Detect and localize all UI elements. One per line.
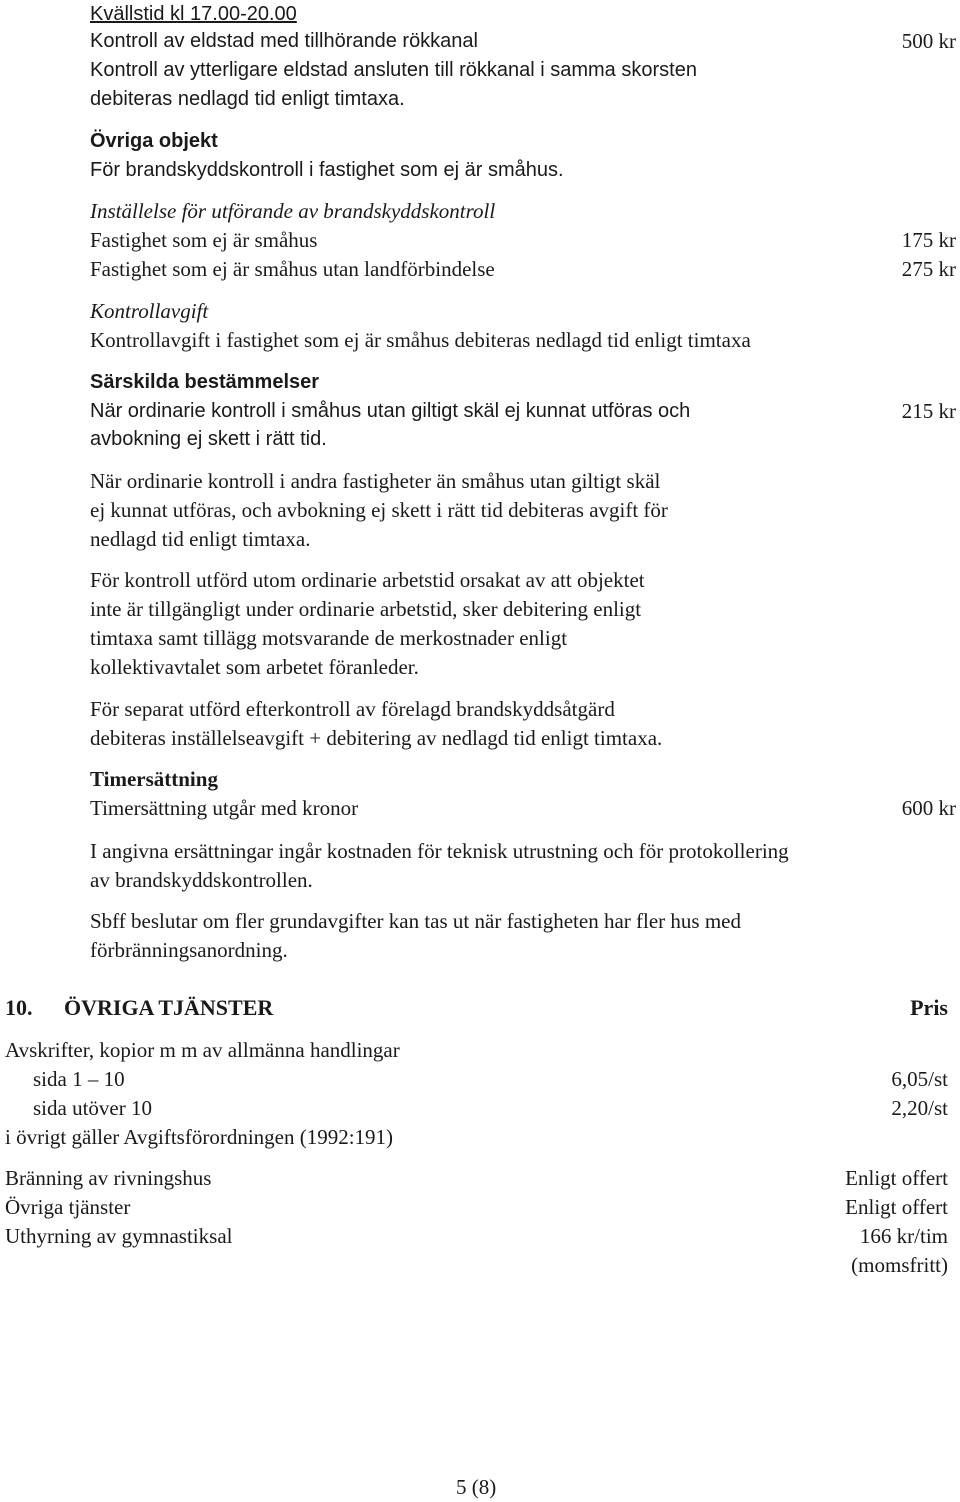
- avgiftsforordningen-text: i övrigt gäller Avgiftsförordningen (1992:191): [5, 1125, 394, 1149]
- sarskilda-p2-line: När ordinarie kontroll i andra fastigheter än småhus utan giltigt skäl: [90, 469, 661, 493]
- kvallstid-line-2: Kontroll av ytterligare eldstad ansluten till rökkanal i samma skorsten: [90, 59, 697, 81]
- service-price: Enligt offert: [845, 1166, 948, 1190]
- timersattning-p2-line: Sbff beslutar om fler grundavgifter kan tas ut när fastigheten har fler hus med: [90, 909, 741, 933]
- kvallstid-line-1: Kontroll av eldstad med tillhörande rökkanal: [90, 30, 478, 52]
- timersattning-heading: Timersättning: [90, 767, 218, 791]
- section-title: ÖVRIGA TJÄNSTER: [64, 995, 274, 1020]
- price-column-header: Pris: [910, 995, 948, 1020]
- service-label: Bränning av rivningshus: [5, 1166, 212, 1190]
- ovriga-objekt-heading: Övriga objekt: [90, 130, 218, 152]
- kontrollavgift-text: Kontrollavgift i fastighet som ej är småhus debiteras nedlagd tid enligt timtaxa: [90, 328, 751, 352]
- sida-utover-10-label: sida utöver 10: [33, 1096, 152, 1120]
- timersattning-p1-line: av brandskyddskontrollen.: [90, 868, 313, 892]
- timersattning-price: 600 kr: [901, 796, 956, 820]
- service-label: Övriga tjänster: [5, 1195, 131, 1219]
- sarskilda-p4-line: För separat utförd efterkontroll av förelagd brandskyddsåtgärd: [90, 697, 615, 721]
- timersattning-label: Timersättning utgår med kronor: [90, 796, 359, 820]
- timersattning-p2-line: förbränningsanordning.: [90, 938, 288, 962]
- installelse-row-label: Fastighet som ej är småhus utan landförbindelse: [90, 257, 495, 281]
- section-number: 10.: [5, 995, 33, 1020]
- avskrifter-label: Avskrifter, kopior m m av allmänna handlingar: [5, 1038, 400, 1062]
- sarskilda-p1-price: 215 kr: [901, 399, 956, 423]
- sarskilda-p3-line: För kontroll utförd utom ordinarie arbetstid orsakat av att objektet: [90, 568, 645, 592]
- installelse-row-label: Fastighet som ej är småhus: [90, 228, 318, 252]
- sarskilda-p1-line: När ordinarie kontroll i småhus utan giltigt skäl ej kunnat utföras och: [90, 400, 691, 422]
- kvallstid-price: 500 kr: [901, 29, 956, 53]
- sarskilda-p2-line: ej kunnat utföras, och avbokning ej skett i rätt tid debiteras avgift för: [90, 498, 668, 522]
- sarskilda-p3-line: timtaxa samt tillägg motsvarande de merkostnader enligt: [90, 626, 568, 650]
- sida-1-10-price: 6,05/st: [891, 1067, 948, 1091]
- sarskilda-p4-line: debiteras inställelseavgift + debitering av nedlagd tid enligt timtaxa.: [90, 726, 663, 750]
- sarskilda-p1-line: avbokning ej skett i rätt tid.: [90, 428, 327, 450]
- sarskilda-p3-line: inte är tillgängligt under ordinarie arbetstid, sker debitering enligt: [90, 597, 642, 621]
- sida-utover-10-price: 2,20/st: [891, 1096, 948, 1120]
- service-price: 166 kr/tim: [859, 1224, 948, 1248]
- service-label: Uthyrning av gymnastiksal: [5, 1224, 233, 1248]
- kvallstid-heading: Kvällstid kl 17.00-20.00: [90, 3, 297, 25]
- sarskilda-p2-line: nedlagd tid enligt timtaxa.: [90, 527, 311, 551]
- installelse-row-price: 175 kr: [901, 228, 956, 252]
- installelse-heading: Inställelse för utförande av brandskyddskontroll: [90, 199, 496, 223]
- timersattning-p1-line: I angivna ersättningar ingår kostnaden för teknisk utrustning och för protokollering: [90, 839, 789, 863]
- momsfritt-note: (momsfritt): [851, 1253, 948, 1277]
- ovriga-objekt-text: För brandskyddskontroll i fastighet som ej är småhus.: [90, 159, 564, 181]
- sarskilda-heading: Särskilda bestämmelser: [90, 371, 320, 393]
- service-price: Enligt offert: [845, 1195, 948, 1219]
- sarskilda-p3-line: kollektivavtalet som arbetet föranleder.: [90, 655, 419, 679]
- page-number: 5 (8): [456, 1475, 497, 1499]
- kontrollavgift-heading: Kontrollavgift: [90, 299, 209, 323]
- sida-1-10-label: sida 1 – 10: [33, 1067, 125, 1091]
- kvallstid-line-3: debiteras nedlagd tid enligt timtaxa.: [90, 88, 405, 110]
- installelse-row-price: 275 kr: [901, 257, 956, 281]
